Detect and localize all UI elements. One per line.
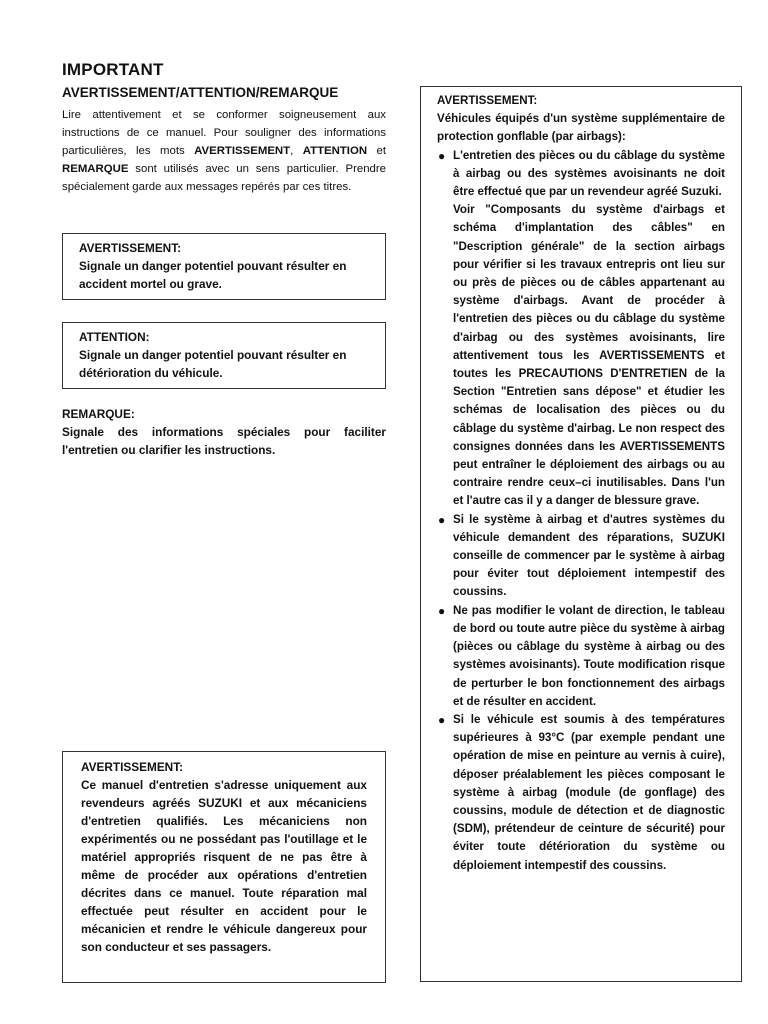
bullet-icon: ● [438, 148, 446, 163]
airbag-warning-box [420, 86, 742, 982]
intro-sep-2: et [367, 145, 386, 157]
list-item-text: L'entretien des pièces ou du câblage du système à airbag ou des systèmes avoisinants ne doit être effectué que par un revendeur agréé Suzuki. [453, 148, 725, 199]
keyword-remarque: REMARQUE [62, 163, 129, 175]
warning-text: Signale un danger potentiel pouvant résulter en accident mortel ou grave. [79, 259, 347, 291]
caution-definition-box [62, 322, 386, 389]
warning-heading: AVERTISSEMENT: [79, 241, 182, 255]
airbag-warning-list [437, 147, 725, 875]
caution-text: Signale un danger potentiel pouvant résulter en détérioration du véhicule. [79, 348, 347, 380]
list-item-text: Ne pas modifier le volant de direction, le tableau de bord ou toute autre pièce du système à airbag (pièces ou câblage du système à airbag ou des systèmes avoisinants). Toute modification risque de perturber le bon fonctionnement des airbags et de résulter en accident. [453, 603, 725, 708]
intro-text-2: sont utilisés avec un sens particulier. Prendre spécialement garde aux messages repérés par ces titres. [62, 163, 386, 193]
remark-text: Signale des informations spéciales pour faciliter l'entretien ou clarifier les instructions. [62, 425, 386, 457]
manual-warning-heading: AVERTISSEMENT: [81, 760, 184, 774]
list-item [437, 711, 725, 875]
airbag-warning-heading: AVERTISSEMENT: [437, 94, 538, 107]
list-item [437, 602, 725, 711]
list-item [437, 511, 725, 602]
caution-heading: ATTENTION: [79, 330, 150, 344]
list-item-extra: Voir "Composants du système d'airbags et schéma d'implantation des câbles" en "Description générale" de la section airbags pour vérifier si les travaux entrepris ont lieu sur ou près de pièces ou de câbles appartenant au système d'airbags. Avant de procéder à l'entretien des pièces ou du câblage du système d'airbag ou des systèmes avoisinants, lire attentivement tous les AVERTISSEMENTS et toutes les PRECAUTIONS D'ENTRETIEN de la Section "Entretien sans dépose" et étudier les schémas de localisation des pièces ou du câblage du système d'airbag. Le non respect des consignes données dans les AVERTISSEMENTS peut entraîner le déploiement des airbags ou au contraire rendre ceux–ci inutilisables. Dans l'un et l'autre cas il y a danger de blessure grave. [453, 203, 725, 508]
list-item [437, 147, 725, 511]
remark-heading: REMARQUE: [62, 407, 135, 421]
intro-paragraph [62, 106, 386, 196]
keyword-avertissement: AVERTISSEMENT [194, 145, 291, 157]
intro-sep-1: , [290, 145, 303, 157]
airbag-warning-lead: Véhicules équipés d'un système supplémentaire de protection gonflable (par airbags): [437, 112, 725, 144]
bullet-icon: ● [438, 712, 446, 727]
page-title: IMPORTANT [62, 60, 164, 79]
bullet-icon: ● [438, 512, 446, 527]
intro-text-1: Lire attentivement et se conformer soigneusement aux instructions de ce manuel. Pour souligner des informations particulières, les mots [62, 109, 386, 157]
manual-warning-box [62, 751, 386, 983]
section-subtitle: AVERTISSEMENT/ATTENTION/REMARQUE [62, 85, 339, 100]
manual-warning-text: Ce manuel d'entretien s'adresse uniquement aux revendeurs agréés SUZUKI et aux mécaniciens d'entretien qualifiés. Les mécaniciens non expérimentés ou ne possédant pas l'outillage et le matériel appropriés risquent de ne pas être à même de procéder aux opérations d'entretien décrites dans ce manuel. Toute réparation mal effectuée peut résulter en accident pour le mécanicien et rendre le véhicule dangereux pour son conducteur et ses passagers. [81, 778, 367, 954]
warning-definition-box [62, 233, 386, 300]
bullet-icon: ● [438, 603, 446, 618]
remark-definition [62, 405, 386, 459]
keyword-attention: ATTENTION [302, 145, 368, 157]
list-item-text: Si le véhicule est soumis à des températures supérieures à 93°C (par exemple pendant une opération de mise en peinture au vernis à cuire), déposer préalablement les pièces composant le système à airbag (module (de gonflage) des coussins, module de détection et de diagnostic (SDM), prétendeur de ceinture de sécurité) pour éviter toute détérioration du système ou déploiement intempestif des coussins. [453, 712, 725, 872]
list-item-text: Si le système à airbag et d'autres systèmes du véhicule demandent des réparations, SUZUKI conseille de commencer par le système à airbag pour éviter tout déploiement intempestif des coussins. [453, 512, 725, 599]
